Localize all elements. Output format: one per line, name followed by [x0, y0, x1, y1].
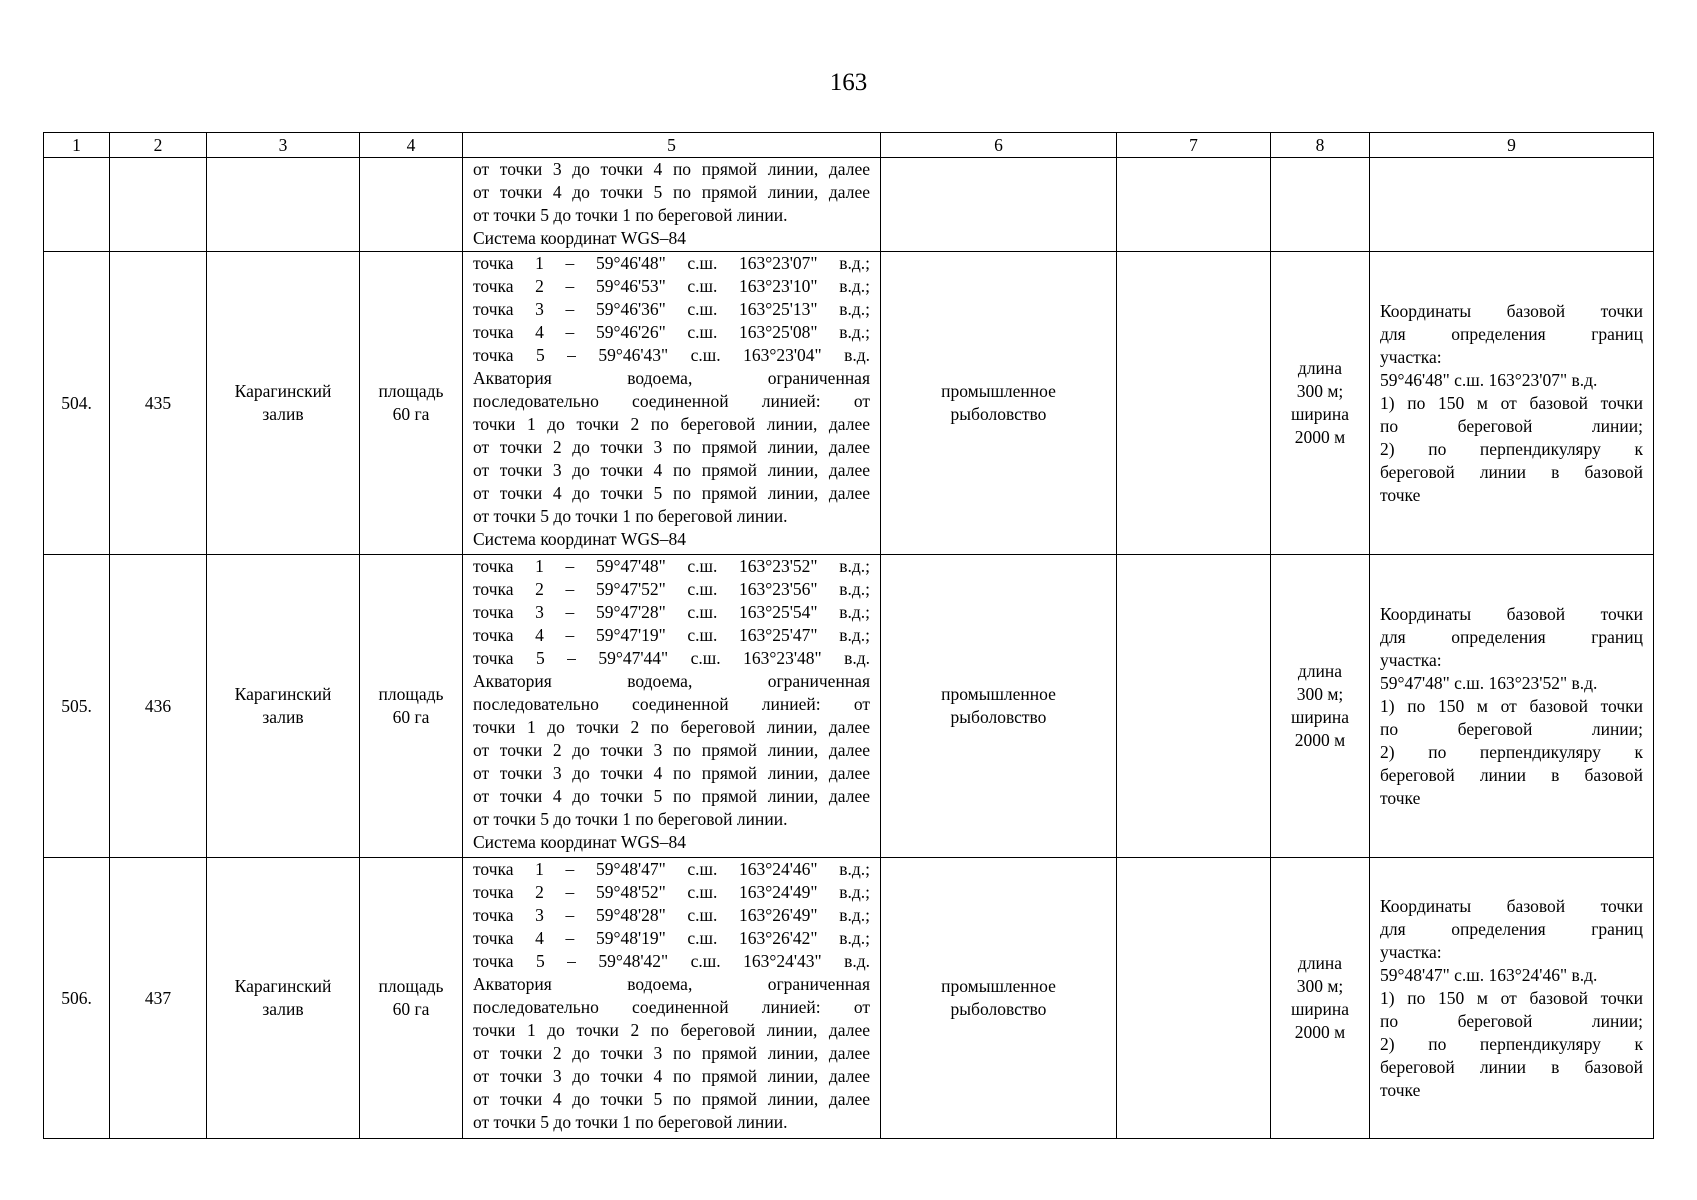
- text-line: 300 м;: [1296, 976, 1344, 996]
- base-point-note: [1370, 252, 1654, 555]
- text-line: 1) по 150 м от базовой точки: [1380, 987, 1643, 1008]
- text-line: от точки 4 до точки 5 по прямой линии, далее: [473, 1089, 870, 1109]
- text-line: 300 м;: [1296, 381, 1344, 401]
- text-line: точке: [1380, 787, 1421, 808]
- text-line: от точки 2 до точки 3 по прямой линии, далее: [473, 437, 870, 457]
- cell: [360, 158, 463, 252]
- text-line: точке: [1380, 1079, 1421, 1100]
- text-line: Система координат WGS–84: [473, 832, 687, 852]
- site-id: 437: [110, 858, 207, 1139]
- text-line: от точки 2 до точки 3 по прямой линии, далее: [473, 740, 870, 760]
- text-line: Карагинский: [234, 976, 332, 996]
- site-area: [360, 252, 463, 555]
- text-line: точка 3 – 59°47'28" с.ш. 163°25'54" в.д.;: [473, 602, 870, 622]
- text-line: от точки 3 до точки 4 по прямой линии, далее: [473, 159, 870, 179]
- text-line: Акватория водоема, ограниченная: [473, 368, 870, 388]
- cell: [881, 158, 1117, 252]
- continuation-row: [44, 158, 1654, 252]
- site-location: [207, 555, 360, 858]
- text-line: последовательно соединенной линией: от: [473, 391, 870, 411]
- base-point-note: [1370, 555, 1654, 858]
- text-line: длина: [1297, 358, 1343, 378]
- text-line: береговой линии в базовой: [1380, 764, 1643, 785]
- fishery-sites-table: [43, 132, 1654, 1139]
- column-header: 6: [881, 133, 1117, 158]
- text-line: 60 га: [392, 707, 430, 727]
- table-row: [44, 858, 1654, 1139]
- cell: [44, 158, 110, 252]
- text-line: для определения границ: [1380, 323, 1643, 344]
- text-line: рыболовство: [950, 707, 1047, 727]
- column-number-row: [44, 133, 1654, 158]
- site-boundaries: [463, 858, 881, 1139]
- text-line: ширина: [1290, 999, 1350, 1019]
- text-line: Координаты базовой точки: [1380, 603, 1643, 624]
- text-line: залив: [262, 707, 304, 727]
- cell: [1117, 555, 1271, 858]
- text-line: 2000 м: [1294, 427, 1346, 447]
- text-line: площадь: [378, 381, 444, 401]
- site-size: [1271, 555, 1370, 858]
- text-line: точке: [1380, 484, 1421, 505]
- cell: [1370, 158, 1654, 252]
- text-line: Карагинский: [234, 684, 332, 704]
- row-number: 506.: [44, 858, 110, 1139]
- text-line: для определения границ: [1380, 626, 1643, 647]
- text-line: точки 1 до точки 2 по береговой линии, далее: [473, 717, 870, 737]
- text-line: от точки 3 до точки 4 по прямой линии, далее: [473, 763, 870, 783]
- text-line: площадь: [378, 684, 444, 704]
- usage-type: [881, 252, 1117, 555]
- text-line: последовательно соединенной линией: от: [473, 694, 870, 714]
- text-line: точки 1 до точки 2 по береговой линии, далее: [473, 1020, 870, 1040]
- text-line: длина: [1297, 953, 1343, 973]
- column-header: 5: [463, 133, 881, 158]
- site-area: [360, 858, 463, 1139]
- page-number: 163: [829, 69, 868, 96]
- text-line: от точки 2 до точки 3 по прямой линии, далее: [473, 1043, 870, 1063]
- text-line: промышленное: [941, 976, 1056, 996]
- table-row: [44, 555, 1654, 858]
- cell: [207, 158, 360, 252]
- text-line: точка 1 – 59°46'48" с.ш. 163°23'07" в.д.;: [473, 253, 870, 273]
- continuation-description: [463, 158, 881, 252]
- text-line: точка 2 – 59°48'52" с.ш. 163°24'49" в.д.;: [473, 882, 870, 902]
- text-line: по береговой линии;: [1380, 415, 1643, 436]
- text-line: от точки 4 до точки 5 по прямой линии, далее: [473, 483, 870, 503]
- text-line: точки 1 до точки 2 по береговой линии, далее: [473, 414, 870, 434]
- text-line: залив: [262, 404, 304, 424]
- site-id: 436: [110, 555, 207, 858]
- text-line: береговой линии в базовой: [1380, 1056, 1643, 1077]
- text-line: Акватория водоема, ограниченная: [473, 671, 870, 691]
- site-boundaries: [463, 252, 881, 555]
- column-header: 9: [1370, 133, 1654, 158]
- text-line: от точки 4 до точки 5 по прямой линии, далее: [473, 786, 870, 806]
- site-boundaries: [463, 555, 881, 858]
- base-point-note: [1370, 858, 1654, 1139]
- text-line: точка 4 – 59°47'19" с.ш. 163°25'47" в.д.;: [473, 625, 870, 645]
- text-line: Координаты базовой точки: [1380, 300, 1643, 321]
- text-line: 2000 м: [1294, 730, 1346, 750]
- text-line: точка 2 – 59°46'53" с.ш. 163°23'10" в.д.;: [473, 276, 870, 296]
- text-line: точка 3 – 59°46'36" с.ш. 163°25'13" в.д.;: [473, 299, 870, 319]
- text-line: 2000 м: [1294, 1022, 1346, 1042]
- text-line: от точки 4 до точки 5 по прямой линии, далее: [473, 182, 870, 202]
- site-location: [207, 858, 360, 1139]
- text-line: 60 га: [392, 404, 430, 424]
- text-line: береговой линии в базовой: [1380, 461, 1643, 482]
- text-line: точка 4 – 59°48'19" с.ш. 163°26'42" в.д.;: [473, 928, 870, 948]
- text-line: точка 1 – 59°48'47" с.ш. 163°24'46" в.д.;: [473, 859, 870, 879]
- text-line: Система координат WGS–84: [473, 228, 687, 248]
- text-line: от точки 3 до точки 4 по прямой линии, далее: [473, 460, 870, 480]
- column-header: 3: [207, 133, 360, 158]
- column-header: 4: [360, 133, 463, 158]
- text-line: Карагинский: [234, 381, 332, 401]
- text-line: 1) по 150 м от базовой точки: [1380, 392, 1643, 413]
- text-line: 59°48'47" с.ш. 163°24'46" в.д.: [1380, 964, 1598, 985]
- text-line: участка:: [1380, 941, 1442, 962]
- usage-type: [881, 858, 1117, 1139]
- column-header: 2: [110, 133, 207, 158]
- text-line: точка 4 – 59°46'26" с.ш. 163°25'08" в.д.;: [473, 322, 870, 342]
- text-line: участка:: [1380, 649, 1442, 670]
- cell: [1271, 158, 1370, 252]
- text-line: по береговой линии;: [1380, 718, 1643, 739]
- usage-type: [881, 555, 1117, 858]
- column-header: 1: [44, 133, 110, 158]
- text-line: ширина: [1290, 707, 1350, 727]
- table-row: [44, 252, 1654, 555]
- text-line: по береговой линии;: [1380, 1010, 1643, 1031]
- row-number: 505.: [44, 555, 110, 858]
- text-line: от точки 5 до точки 1 по береговой линии.: [473, 1112, 788, 1132]
- text-line: залив: [262, 999, 304, 1019]
- text-line: 60 га: [392, 999, 430, 1019]
- text-line: 1) по 150 м от базовой точки: [1380, 695, 1643, 716]
- text-line: участка:: [1380, 346, 1442, 367]
- text-line: промышленное: [941, 684, 1056, 704]
- text-line: длина: [1297, 661, 1343, 681]
- text-line: 2) по перпендикуляру к: [1380, 438, 1643, 459]
- text-line: последовательно соединенной линией: от: [473, 997, 870, 1017]
- text-line: от точки 5 до точки 1 по береговой линии.: [473, 809, 788, 829]
- text-line: Система координат WGS–84: [473, 529, 687, 549]
- text-line: площадь: [378, 976, 444, 996]
- site-area: [360, 555, 463, 858]
- column-header: 8: [1271, 133, 1370, 158]
- row-number: 504.: [44, 252, 110, 555]
- site-size: [1271, 252, 1370, 555]
- text-line: для определения границ: [1380, 918, 1643, 939]
- text-line: от точки 5 до точки 1 по береговой линии.: [473, 506, 788, 526]
- text-line: точка 5 – 59°46'43" с.ш. 163°23'04" в.д.: [473, 345, 870, 365]
- text-line: рыболовство: [950, 999, 1047, 1019]
- column-header: 7: [1117, 133, 1271, 158]
- text-line: точка 3 – 59°48'28" с.ш. 163°26'49" в.д.;: [473, 905, 870, 925]
- text-line: точка 2 – 59°47'52" с.ш. 163°23'56" в.д.;: [473, 579, 870, 599]
- text-line: Координаты базовой точки: [1380, 895, 1643, 916]
- cell: [1117, 858, 1271, 1139]
- site-location: [207, 252, 360, 555]
- text-line: 2) по перпендикуляру к: [1380, 1033, 1643, 1054]
- text-line: 2) по перпендикуляру к: [1380, 741, 1643, 762]
- text-line: от точки 3 до точки 4 по прямой линии, далее: [473, 1066, 870, 1086]
- site-size: [1271, 858, 1370, 1139]
- text-line: точка 5 – 59°48'42" с.ш. 163°24'43" в.д.: [473, 951, 870, 971]
- text-line: рыболовство: [950, 404, 1047, 424]
- text-line: Акватория водоема, ограниченная: [473, 974, 870, 994]
- cell: [110, 158, 207, 252]
- text-line: точка 1 – 59°47'48" с.ш. 163°23'52" в.д.;: [473, 556, 870, 576]
- text-line: от точки 5 до точки 1 по береговой линии.: [473, 205, 788, 225]
- site-id: 435: [110, 252, 207, 555]
- text-line: промышленное: [941, 381, 1056, 401]
- text-line: 59°47'48" с.ш. 163°23'52" в.д.: [1380, 672, 1598, 693]
- text-line: точка 5 – 59°47'44" с.ш. 163°23'48" в.д.: [473, 648, 870, 668]
- text-line: 59°46'48" с.ш. 163°23'07" в.д.: [1380, 369, 1598, 390]
- text-line: 300 м;: [1296, 684, 1344, 704]
- text-line: ширина: [1290, 404, 1350, 424]
- cell: [1117, 158, 1271, 252]
- cell: [1117, 252, 1271, 555]
